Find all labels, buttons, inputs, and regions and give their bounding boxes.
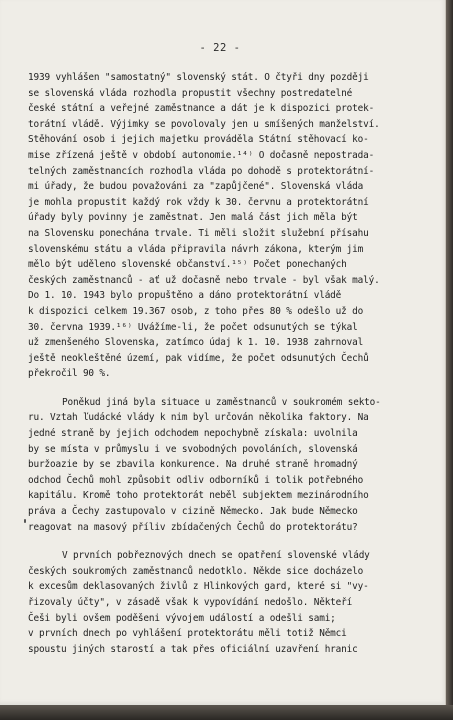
text-line: ru. Vztah ľudácké vlády k nim byl určován několika faktory. Na bbox=[28, 412, 369, 424]
text-line: telných zaměstnancích rozhodla vláda po dohodě s protektorátní- bbox=[28, 165, 375, 177]
text-line: je mohla propustit každý rok vždy k 30. červnu a protektorátní bbox=[28, 196, 369, 208]
text-line: se slovenská vláda rozhodla propustit všechny postredatelné bbox=[28, 87, 353, 99]
text-line: na Slovensku ponechána trvale. Ti měli složit služební přísahu bbox=[28, 227, 369, 239]
text-line: mise zřízená ještě v období autonomie.¹⁴⁾ O dočasně nepostrada- bbox=[28, 149, 375, 161]
text-line: jedné straně by jejich odchodem nepochybně získala: uvolnila bbox=[28, 428, 358, 440]
text-line: mělo být uděleno slovenské občanství.¹⁵⁾ Počet ponechaných bbox=[28, 259, 347, 271]
text-line: torátní vládě. Výjimky se povolovaly jen u smíšených manželství. bbox=[28, 118, 380, 130]
text-line: Stěhování osob i jejich majetku prováděla Státní stěhovací ko- bbox=[28, 134, 369, 146]
text-line: úřady byly povinny je zaměstnat. Jen malá část jich měla být bbox=[28, 212, 358, 224]
text-line: překročil 90 %. bbox=[28, 368, 111, 380]
text-line: ještě neokleštěné území, pak vidíme, že počet odsunutých Čechů bbox=[28, 352, 369, 364]
text-line: slovenskému státu a vláda připravila návrh zákona, kterým jim bbox=[28, 243, 364, 255]
text-line: 1939 vyhlášen "samostatný" slovenský stát. O čtyři dny později bbox=[28, 72, 369, 83]
text-line: V prvních pobřeznových dnech se opatření slovenské vlády bbox=[62, 550, 370, 562]
text-line: Češi byli ovšem poděšeni vývojem událostí a odešli sami; bbox=[28, 612, 336, 624]
text-line: českých zaměstnanců - ať už dočasně nebo trvale - byl však malý. bbox=[28, 274, 380, 286]
text-line: spoustu jiných starostí a tak přes oficiální uzavření hranic bbox=[28, 643, 358, 655]
text-line: v prvních dnech po vyhlášení protektorátu měli totiž Němci bbox=[28, 628, 347, 640]
text-line: už zmenšeného Slovenska, zatímco údaj k 1. 10. 1938 zahrnoval bbox=[28, 337, 364, 349]
text-line: k dispozici celkem 19.367 osob, z toho přes 80 % odešlo už do bbox=[28, 305, 364, 317]
text-line: Do 1. 10. 1943 bylo propuštěno a dáno protektorátní vládě bbox=[28, 290, 342, 302]
text-line: reagovat na masový příliv zbídačených Čechů do protektorátu? bbox=[28, 521, 358, 533]
document-body bbox=[28, 70, 448, 670]
text-line: práva a Čechy zastupovalo v cizině Německo. Jak bude Německo bbox=[28, 506, 358, 518]
text-line: českých soukromých zaměstnanců nedotklo. Někde sice docházelo bbox=[28, 565, 364, 577]
paragraph bbox=[28, 548, 448, 657]
paragraph bbox=[28, 70, 448, 382]
page-bottom-edge bbox=[0, 705, 453, 720]
stray-mark bbox=[24, 519, 26, 523]
text-line: řizovaly účty", v zásadě však k vypovídání nedošlo. Někteří bbox=[28, 597, 353, 608]
text-line: buržoazie by se zbavila konkurence. Na druhé straně hromadný bbox=[28, 459, 358, 471]
text-line: české státní a veřejné zaměstnance a dát je k dispozici protek- bbox=[28, 103, 375, 115]
text-line: 30. června 1939.¹⁶⁾ Uvážíme-li, že počet odsunutých se týkal bbox=[28, 321, 358, 333]
text-line: kapitálu. Kromě toho protektorát neběl subjektem mezinárodního bbox=[28, 490, 369, 502]
text-line: Poněkud jiná byla situace u zaměstnanců v soukromém sekto- bbox=[62, 396, 381, 408]
paragraph bbox=[28, 395, 448, 535]
text-line: mi úřady, že budou považováni za "zapůjčené". Slovenská vláda bbox=[28, 181, 364, 193]
text-line: odchod Čechů mohl způsobit odliv odborníků i tolik potřebného bbox=[28, 474, 364, 486]
text-line: by se místa v průmyslu i ve svobodných povoláních, slovenská bbox=[28, 443, 358, 455]
binding-edge bbox=[446, 0, 453, 720]
page-number: - 22 - bbox=[199, 42, 241, 54]
text-line: k excesům deklasovaných živlů z Hlinkových gard, které si "vy- bbox=[28, 581, 369, 593]
